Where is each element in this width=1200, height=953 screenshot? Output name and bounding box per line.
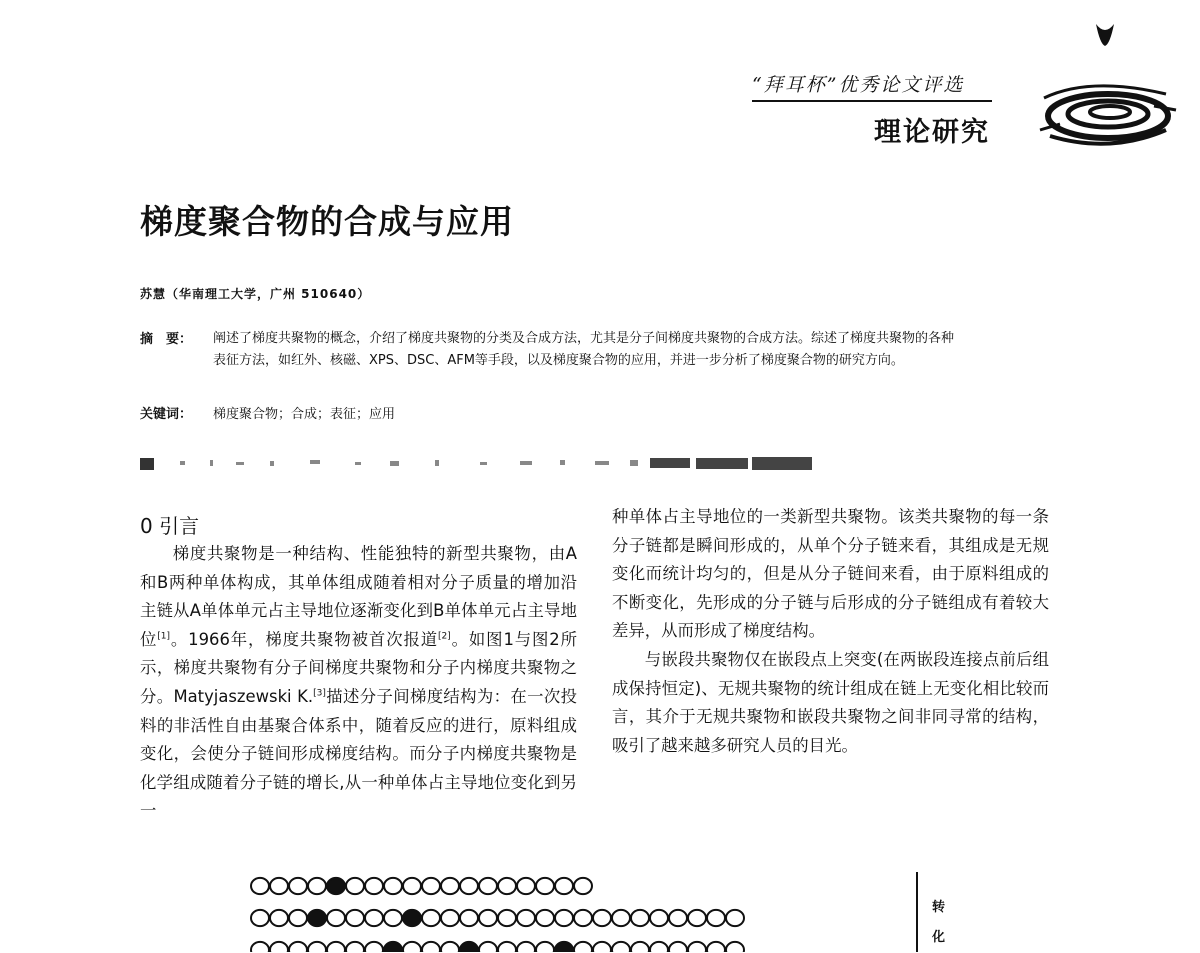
monomer-a <box>726 942 744 952</box>
monomer-a <box>308 878 326 894</box>
polymer-chain-figure <box>250 872 810 952</box>
monomer-a <box>688 910 706 926</box>
monomer-a <box>270 942 288 952</box>
intro-left-text-1: 梯度共聚物是一种结构、性能独特的新型共聚物，由A和B两种单体构成，其单体组成随着相对分子质量的增加沿主链从A单体单元占主导地位逐渐变化到B单体单元占主导地位 <box>140 544 577 649</box>
monomer-a <box>441 878 459 894</box>
monomer-b <box>403 910 421 926</box>
monomer-a <box>365 942 383 952</box>
citation-3: [3] <box>313 688 326 699</box>
citation-1: [1] <box>157 631 171 642</box>
monomer-a <box>688 942 706 952</box>
monomer-a <box>422 942 440 952</box>
monomer-a <box>251 910 269 926</box>
monomer-a <box>289 942 307 952</box>
intro-right-paragraph-2: 与嵌段共聚物仅在嵌段点上突变(在两嵌段连接点前后组成保持恒定)、无规共聚物的统计组成在链上无变化相比较而言，其介于无规共聚物和嵌段共聚物之间非同寻常的结构，吸引了越来越多研究人员的目光。 <box>612 649 1049 755</box>
intro-left-text-2: 。1966年，梯度共聚物被首次报道 <box>170 629 439 649</box>
monomer-a <box>251 942 269 952</box>
monomer-a <box>574 878 592 894</box>
monomer-a <box>498 910 516 926</box>
monomer-a <box>650 910 668 926</box>
monomer-a <box>498 878 516 894</box>
monomer-a <box>669 910 687 926</box>
monomer-a <box>403 878 421 894</box>
intro-right-column <box>612 503 1049 760</box>
monomer-a <box>441 942 459 952</box>
monomer-a <box>517 878 535 894</box>
monomer-a <box>365 910 383 926</box>
monomer-b <box>460 942 478 952</box>
monomer-a <box>593 910 611 926</box>
monomer-a <box>479 942 497 952</box>
abstract-label: 摘 要： <box>140 332 193 347</box>
monomer-a <box>441 910 459 926</box>
monomer-a <box>612 910 630 926</box>
monomer-b <box>308 910 326 926</box>
monomer-a <box>327 942 345 952</box>
monomer-a <box>612 942 630 952</box>
monomer-a <box>308 942 326 952</box>
monomer-a <box>346 910 364 926</box>
monomer-a <box>422 910 440 926</box>
monomer-a <box>650 942 668 952</box>
monomer-a <box>574 910 592 926</box>
abstract-text: 阐述了梯度共聚物的概念，介绍了梯度共聚物的分类及合成方法，尤其是分子间梯度共聚物的合成方法。综述了梯度共聚物的各种表征方法，如红外、核磁、XPS、DSC、AFM等手段，以及梯度聚合物的应用，并进一步分析了梯度聚合物的研究方向。 <box>213 331 955 368</box>
monomer-a <box>726 910 744 926</box>
monomer-a <box>536 910 554 926</box>
monomer-a <box>327 910 345 926</box>
intro-right-paragraph-1: 种单体占主导地位的一类新型共聚物。该类共聚物的每一条分子链都是瞬间形成的，从单个分子链来看，其组成是无规变化而统计均匀的，但是从分子链间来看，由于原料组成的不断变化，先形成的分子链与后形成的分子链组成有着较大差异，从而形成了梯度结构。 <box>612 507 1049 641</box>
monomer-a <box>270 878 288 894</box>
monomer-b <box>384 942 402 952</box>
author-line: 苏慧（华南理工大学，广州 510640） <box>140 287 371 301</box>
section-title: 理论研究 <box>874 117 990 148</box>
monomer-a <box>574 942 592 952</box>
monomer-a <box>460 878 478 894</box>
monomer-a <box>669 942 687 952</box>
monomer-a <box>707 942 725 952</box>
monomer-a <box>555 878 573 894</box>
monomer-a <box>536 942 554 952</box>
figure-divider <box>916 872 918 952</box>
monomer-a <box>593 942 611 952</box>
monomer-a <box>460 910 478 926</box>
monomer-a <box>631 910 649 926</box>
intro-heading: 0 引言 <box>140 514 200 538</box>
article-title: 梯度聚合物的合成与应用 <box>140 202 514 241</box>
monomer-a <box>289 910 307 926</box>
monomer-a <box>384 910 402 926</box>
citation-2: [2] <box>438 631 451 642</box>
monomer-a <box>270 910 288 926</box>
intro-left-text-3: 。如图1与图2所示，梯度共聚物有分子间梯度共聚物和分子内梯度共聚物之分。Matyjaszewski K. <box>140 629 578 706</box>
intro-left-text-4: 描述分子间梯度结构为：在一次投料的非活性自由基聚合体系中，随着反应的进行，原料组成变化，会使分子链间形成梯度结构。而分子内梯度共聚物是化学组成随着分子链的增长,从一种单体占主导地位变化到另一 <box>140 686 578 821</box>
monomer-b <box>555 942 573 952</box>
intro-left-column <box>140 540 577 826</box>
monomer-a <box>365 878 383 894</box>
monomer-a <box>422 878 440 894</box>
monomer-b <box>327 878 345 894</box>
monomer-a <box>346 942 364 952</box>
monomer-a <box>498 942 516 952</box>
column-title: “拜耳杯”优秀论文评选 <box>752 74 965 96</box>
journal-logo-icon <box>1030 18 1180 158</box>
monomer-a <box>517 942 535 952</box>
monomer-a <box>346 878 364 894</box>
monomer-a <box>251 878 269 894</box>
header-divider <box>752 100 992 102</box>
monomer-a <box>517 910 535 926</box>
monomer-a <box>289 878 307 894</box>
monomer-a <box>384 878 402 894</box>
scan-noise-line <box>140 452 820 474</box>
keywords-text: 梯度聚合物；合成；表征；应用 <box>213 407 396 422</box>
monomer-a <box>403 942 421 952</box>
monomer-a <box>479 878 497 894</box>
monomer-a <box>631 942 649 952</box>
monomer-a <box>707 910 725 926</box>
monomer-a <box>555 910 573 926</box>
keywords-label: 关键词： <box>140 407 193 422</box>
conversion-axis-label: 转化 <box>932 900 946 945</box>
monomer-a <box>479 910 497 926</box>
monomer-a <box>536 878 554 894</box>
